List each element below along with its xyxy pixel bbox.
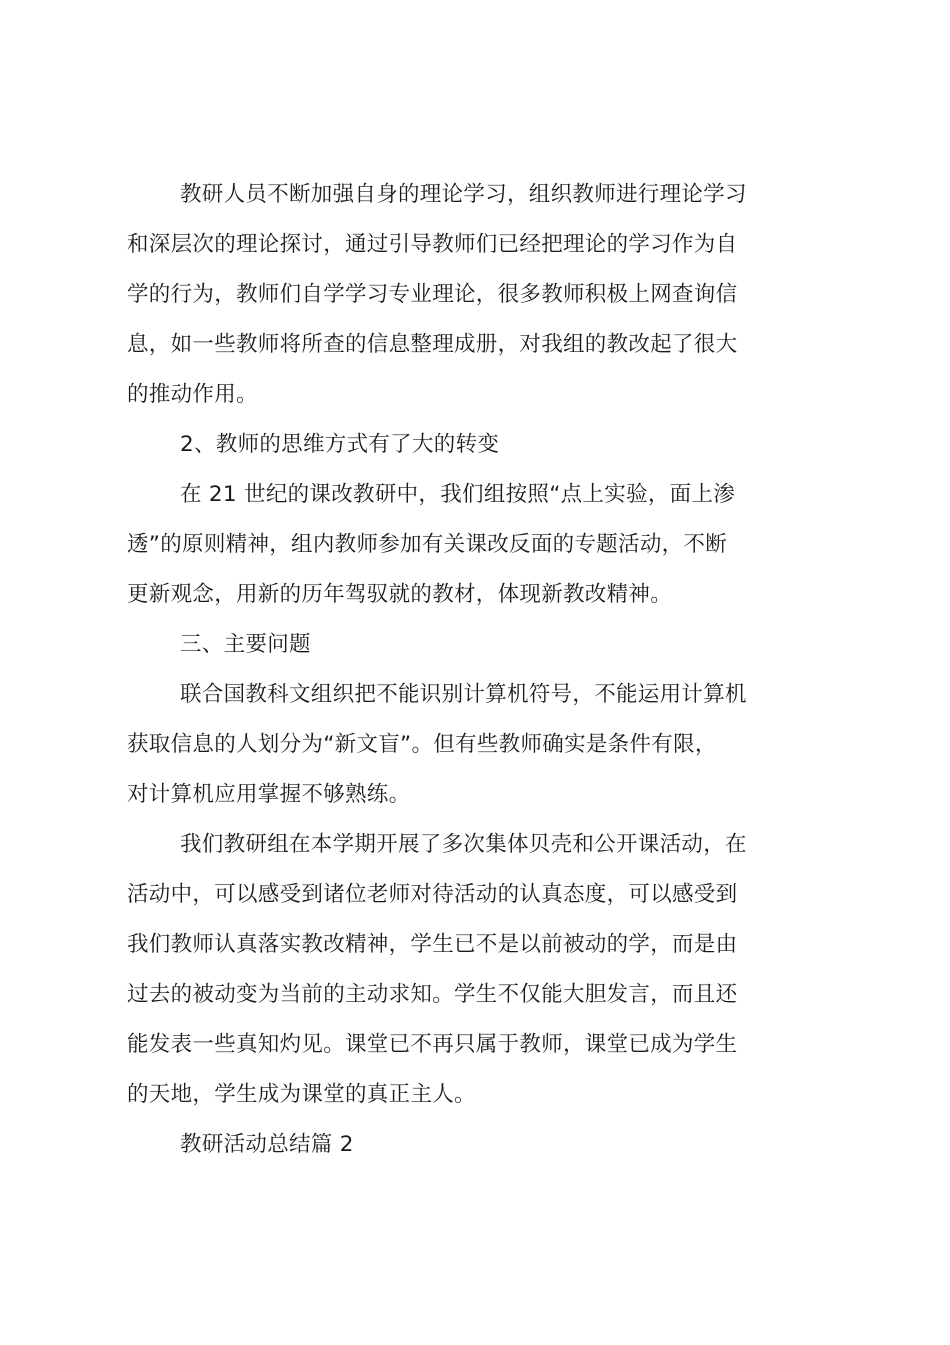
text-line: 和深层次的理论探讨，通过引导教师们已经把理论的学习作为自 xyxy=(127,232,738,257)
text-line: 获取信息的人划分为“新文盲”。但有些教师确实是条件有限， xyxy=(127,732,717,757)
text-line: 我们教师认真落实教改精神，学生已不是以前被动的学，而是由 xyxy=(127,932,738,957)
text-line: 过去的被动变为当前的主动求知。学生不仅能大胆发言，而且还 xyxy=(127,982,738,1007)
text-line: 联合国教科文组织把不能识别计算机符号，不能运用计算机 xyxy=(180,682,747,707)
text-line: 对计算机应用掌握不够熟练。 xyxy=(127,782,411,807)
text-line: 活动中，可以感受到诸位老师对待活动的认真态度，可以感受到 xyxy=(127,882,738,907)
text-line: 能发表一些真知灼见。课堂已不再只属于教师，课堂已成为学生 xyxy=(127,1032,738,1057)
section-heading: 教研活动总结篇 2 xyxy=(180,1132,354,1157)
section-heading: 2、教师的思维方式有了大的转变 xyxy=(180,432,500,457)
text-line: 教研人员不断加强自身的理论学习，组织教师进行理论学习 xyxy=(180,182,747,207)
text-line: 更新观念，用新的历年驾驭就的教材，体现新教改精神。 xyxy=(127,582,673,607)
text-line: 学的行为，教师们自学学习专业理论，很多教师积极上网查询信 xyxy=(127,282,738,307)
text-line: 的天地，学生成为课堂的真正主人。 xyxy=(127,1082,476,1107)
text-line: 的推动作用。 xyxy=(127,382,258,407)
section-heading: 三、主要问题 xyxy=(180,632,311,657)
text-line: 我们教研组在本学期开展了多次集体贝壳和公开课活动，在 xyxy=(180,832,747,857)
text-line: 透”的原则精神，组内教师参加有关课改反面的专题活动，不断 xyxy=(127,532,728,557)
text-line: 息，如一些教师将所查的信息整理成册，对我组的教改起了很大 xyxy=(127,332,738,357)
text-line: 在 21 世纪的课改教研中，我们组按照“点上实验，面上渗 xyxy=(180,482,736,507)
